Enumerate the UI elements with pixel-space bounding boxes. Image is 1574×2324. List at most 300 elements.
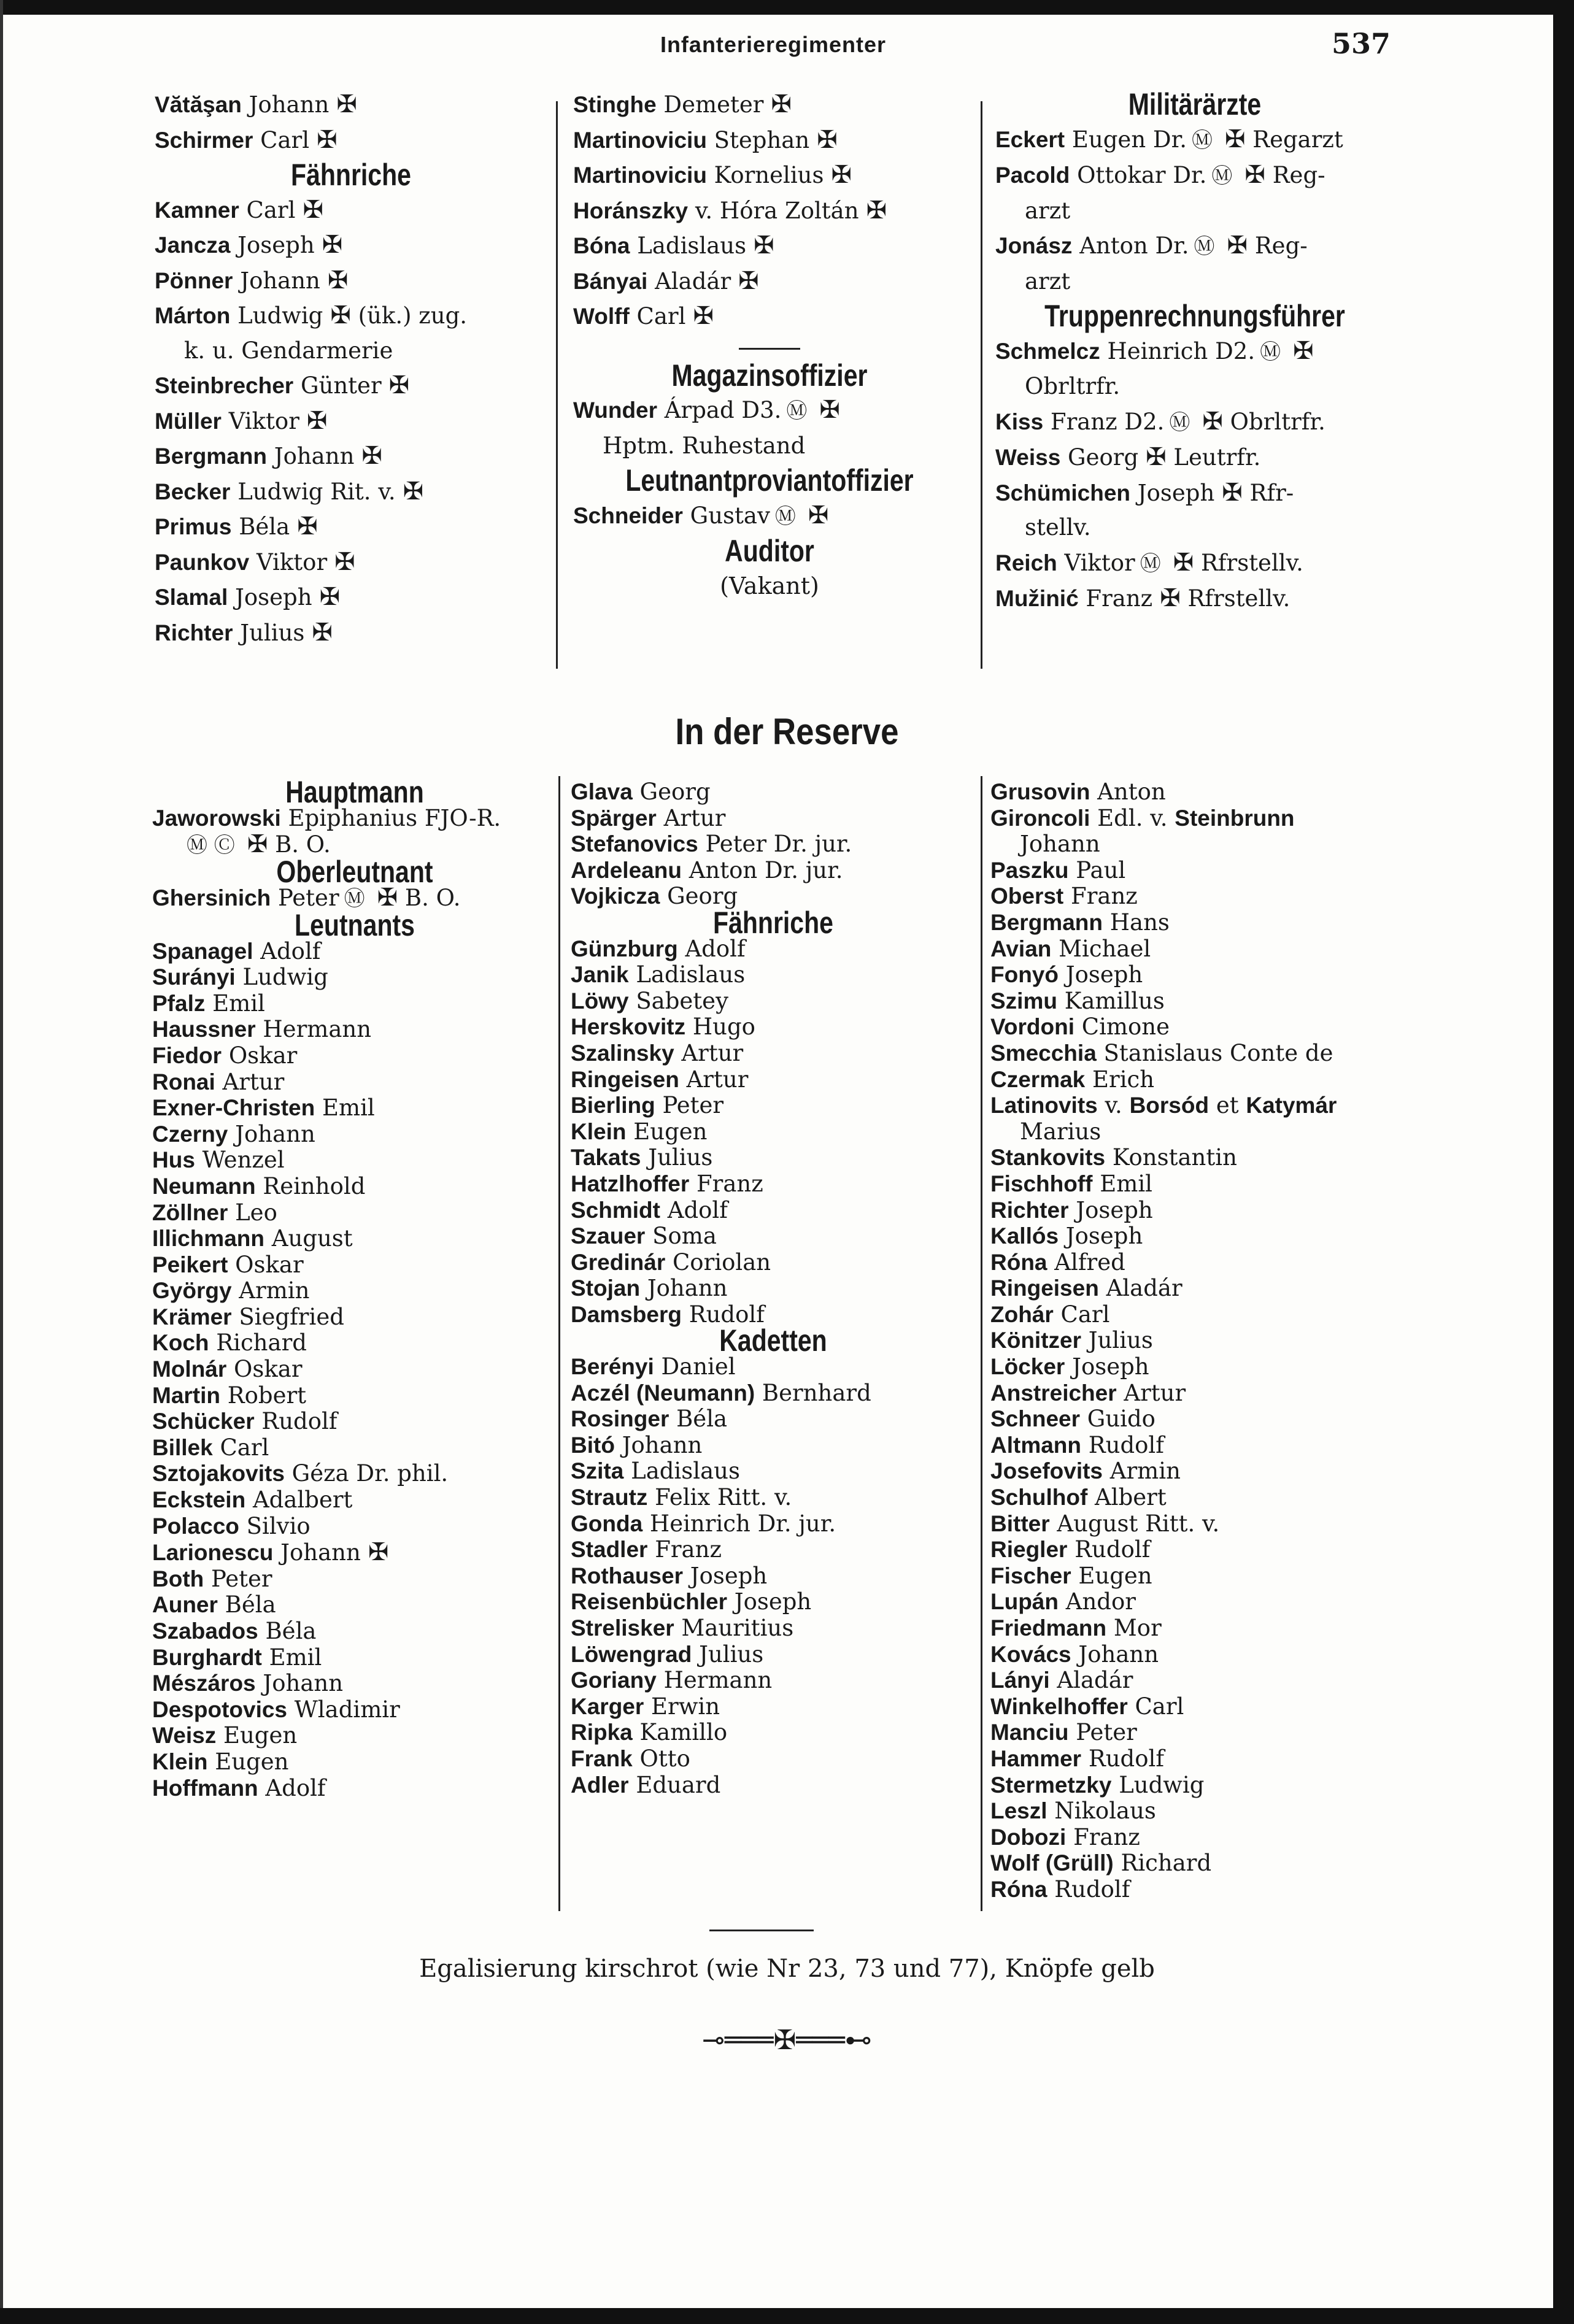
roster-entry: Becker Ludwig Rit. v. ✠ — [155, 474, 547, 510]
roster-entry: Glava Georg — [571, 779, 711, 805]
surname: Dobozi — [990, 1824, 1067, 1850]
cross-icon: ✠ — [1160, 584, 1181, 612]
cross-icon: ✠ — [771, 90, 792, 118]
roster-entry: Grusovin Anton — [990, 779, 1166, 805]
roster-entry: Despotovics Wladimir — [152, 1696, 400, 1723]
roster-entry-continuation: arzt — [1025, 267, 1071, 294]
officers-column-3 — [995, 87, 1394, 617]
surname: Oberst — [990, 883, 1064, 909]
surname: Schücker — [152, 1409, 255, 1434]
surname: Friedmann — [990, 1615, 1107, 1641]
roster-entry: Bergmann Hans — [990, 909, 1170, 936]
section-heading: Hauptmann — [285, 775, 424, 809]
cross-icon: ✠ — [334, 547, 355, 576]
cross-icon: ✠ — [319, 583, 341, 611]
roster-entry: Jaworowski Epiphanius FJO-R. — [152, 804, 501, 831]
roster-entry: Hoffmann Adolf — [152, 1774, 326, 1801]
surname: Bitter — [990, 1510, 1050, 1536]
cross-icon: ✠ — [330, 301, 351, 329]
roster-entry: Avian Michael — [990, 935, 1151, 962]
roster-entry-continuation: Johann — [1020, 831, 1100, 858]
roster-entry: Rosinger Béla — [571, 1406, 728, 1433]
footer-rule — [709, 1930, 814, 1931]
roster-entry: Larionescu Johann ✠ — [152, 1538, 389, 1567]
roster-entry: Hus Wenzel — [152, 1147, 285, 1174]
surname: Stojan — [571, 1276, 641, 1301]
roster-entry: Martinoviciu Kornelius ✠ — [573, 158, 966, 193]
surname: Löwy — [571, 988, 629, 1014]
roster-entry: Aczél (Neumann) Bernhard — [571, 1379, 871, 1406]
roster-entry: Illichmann August — [152, 1225, 353, 1252]
roster-entry: Martinoviciu Stephan ✠ — [573, 123, 966, 158]
roster-entry: Altmann Rudolf — [990, 1431, 1164, 1458]
surname: Müller — [155, 408, 222, 434]
scan-border-top — [0, 0, 1574, 15]
column-divider — [981, 101, 982, 669]
roster-entry: Eckert Eugen Dr. Ⓜ ✠ Regarzt — [995, 122, 1394, 158]
roster-entry: Dobozi Franz — [990, 1823, 1140, 1850]
roster-entry: Strautz Felix Ritt. v. — [571, 1484, 792, 1511]
surname: Löcker — [990, 1354, 1065, 1380]
surname: Rothauser — [571, 1563, 683, 1588]
surname: Mužinić — [995, 586, 1079, 611]
roster-entry: Surányi Ludwig — [152, 964, 328, 991]
roster-entry: Ronai Artur — [152, 1068, 285, 1095]
roster-entry: Bitter August Ritt. v. — [990, 1510, 1220, 1537]
cross-icon: ✠ — [247, 830, 268, 859]
surname: Bitó — [571, 1432, 615, 1458]
surname: Bierling — [571, 1093, 655, 1118]
surname: Vordoni — [990, 1014, 1075, 1040]
surname: Altmann — [990, 1432, 1081, 1458]
roster-entry: Adler Eduard — [571, 1771, 721, 1798]
surname: Eckstein — [152, 1487, 246, 1513]
surname: Bergmann — [155, 444, 267, 469]
roster-entry: Stankovits Konstantin — [990, 1144, 1237, 1171]
surname: Kallós — [990, 1223, 1059, 1249]
cross-icon: ✠ — [312, 618, 333, 647]
roster-entry: Czermak Erich — [990, 1066, 1155, 1093]
roster-entry: Spärger Artur — [571, 804, 726, 831]
surname: Kiss — [995, 409, 1044, 434]
surname: Fischer — [990, 1563, 1071, 1588]
scan-border-bottom — [0, 2308, 1574, 2324]
roster-entry: Klein Eugen — [571, 1118, 708, 1145]
surname: Sztojakovits — [152, 1461, 285, 1487]
roster-entry: Vojkicza Georg — [571, 883, 738, 910]
roster-entry: Janik Ladislaus — [571, 961, 746, 988]
roster-entry: Friedmann Mor — [990, 1615, 1162, 1641]
surname: Czerny — [152, 1121, 228, 1147]
surname: Koch — [152, 1330, 209, 1356]
roster-entry: Riegler Rudolf — [990, 1536, 1151, 1563]
surname: Despotovics — [152, 1696, 288, 1722]
roster-entry: Burghardt Emil — [152, 1644, 322, 1671]
roster-entry-continuation: Ⓜ Ⓒ ✠ B. O. — [187, 830, 331, 859]
surname: Hus — [152, 1147, 195, 1173]
surname: Lányi — [990, 1668, 1050, 1693]
roster-entry: Szauer Soma — [571, 1223, 717, 1250]
surname: Strautz — [571, 1485, 648, 1510]
medal-icon: Ⓜ — [786, 399, 808, 423]
page-number: 537 — [1332, 27, 1391, 60]
surname: Bergmann — [990, 909, 1103, 935]
surname: Szabados — [152, 1618, 258, 1644]
surname: Krämer — [152, 1304, 232, 1329]
surname: Zohár — [990, 1301, 1054, 1327]
surname: Slamal — [155, 585, 228, 610]
surname: Stermetzky — [990, 1772, 1112, 1798]
surname-part: Katymár — [1246, 1093, 1337, 1118]
roster-entry: Müller Viktor ✠ — [155, 404, 547, 439]
roster-entry: Löcker Joseph — [990, 1353, 1149, 1380]
cross-icon: ✠ — [693, 302, 714, 330]
surname: Aczél (Neumann) — [571, 1380, 755, 1406]
roster-entry: Wolf (Grüll) Richard — [990, 1850, 1212, 1877]
roster-entry: Ghersinich Peter Ⓜ ✠ B. O. — [152, 883, 461, 912]
roster-entry: Takats Julius — [571, 1144, 713, 1171]
roster-entry: Peikert Oskar — [152, 1251, 304, 1278]
surname: Ringeisen — [990, 1276, 1099, 1301]
surname: Schirmer — [155, 127, 253, 153]
surname: Adler — [571, 1772, 629, 1798]
cross-icon: ✠ — [327, 266, 349, 294]
cross-icon: ✠ — [866, 196, 887, 225]
surname: Szalinsky — [571, 1040, 674, 1066]
roster-entry: Schücker Rudolf — [152, 1408, 338, 1435]
surname: Pacold — [995, 163, 1070, 188]
roster-entry: Leszl Nikolaus — [990, 1798, 1156, 1825]
roster-entry: Krämer Siegfried — [152, 1303, 344, 1330]
surname: Hatzlhoffer — [571, 1171, 690, 1196]
column-divider — [981, 776, 982, 1911]
surname: György — [152, 1278, 232, 1304]
surname: Haussner — [152, 1017, 256, 1042]
surname: Mészáros — [152, 1671, 256, 1696]
medal-icon: Ⓜ — [1169, 410, 1190, 435]
surname: Pfalz — [152, 990, 206, 1016]
surname: Schümichen — [995, 480, 1130, 506]
surname: Schulhof — [990, 1485, 1088, 1510]
surname: Winkelhoffer — [990, 1693, 1128, 1719]
cross-icon: ✠ — [1202, 407, 1223, 436]
surname: Klein — [152, 1749, 208, 1774]
medal-icon: Ⓜ — [774, 504, 796, 529]
roster-entry: Richter Joseph — [990, 1196, 1153, 1223]
roster-entry: Ringeisen Artur — [571, 1066, 749, 1093]
roster-entry: Spanagel Adolf — [152, 937, 321, 964]
surname: Manciu — [990, 1720, 1069, 1745]
roster-entry: Josefovits Armin — [990, 1458, 1181, 1485]
roster-entry-continuation: stellv. — [1025, 514, 1091, 541]
roster-entry: Jancza Joseph ✠ — [155, 228, 547, 263]
section-heading: Truppenrechnungsführer — [1044, 299, 1345, 333]
roster-entry: Zohár Carl — [990, 1301, 1110, 1328]
roster-entry: Pönner Johann ✠ — [155, 263, 547, 299]
surname: Glava — [571, 779, 633, 804]
roster-entry: Róna Rudolf — [990, 1876, 1130, 1903]
medal-icon: Ⓜ — [1194, 234, 1215, 259]
surname: Kamner — [155, 197, 239, 223]
roster-entry: Paunkov Viktor ✠ — [155, 545, 547, 580]
roster-entry: Stinghe Demeter ✠ — [573, 87, 966, 123]
surname: Fonyó — [990, 962, 1059, 988]
surname: Zöllner — [152, 1199, 228, 1225]
section-heading: Kadetten — [719, 1323, 827, 1358]
surname: Latinovits — [990, 1093, 1098, 1118]
roster-entry: Haussner Hermann — [152, 1016, 372, 1043]
surname: Larionescu — [152, 1540, 274, 1566]
roster-entry: Koch Richard — [152, 1329, 307, 1356]
surname: Spärger — [571, 805, 657, 831]
roster-entry: Oberst Franz — [990, 883, 1138, 910]
section-heading: Auditor — [725, 534, 814, 568]
surname: Stinghe — [573, 92, 657, 117]
roster-entry: Ringeisen Aladár — [990, 1275, 1182, 1302]
roster-entry: Schmidt Adolf — [571, 1196, 728, 1223]
column-divider — [558, 776, 560, 1911]
medal-icon: Ⓜ — [1211, 164, 1233, 188]
surname: Jancza — [155, 233, 231, 258]
roster-entry: Sztojakovits Géza Dr. phil. — [152, 1460, 449, 1487]
cross-icon: ✠ — [368, 1538, 389, 1567]
surname: Könitzer — [990, 1328, 1081, 1353]
surname: Fischhoff — [990, 1171, 1093, 1196]
surname: Gironcoli — [990, 805, 1090, 831]
cross-icon: ✠ — [817, 125, 838, 154]
surname: Lupán — [990, 1589, 1059, 1615]
roster-entry-continuation: Marius — [1020, 1118, 1101, 1145]
roster-entry: Polacco Silvio — [152, 1512, 311, 1539]
cross-icon: ✠ — [297, 512, 318, 541]
roster-entry: Jonász Anton Dr. Ⓜ ✠ Reg- — [995, 228, 1394, 264]
cross-icon: ✠ — [336, 90, 357, 118]
cross-icon: ✠ — [361, 442, 382, 470]
roster-entry: Latinovits v. Borsód et Katymár — [990, 1092, 1337, 1119]
surname: Hoffmann — [152, 1775, 258, 1801]
roster-entry: Schümichen Joseph ✠ Rfr- — [995, 475, 1394, 511]
section-heading: Fähnriche — [291, 158, 411, 192]
roster-entry: Kovács Johann — [990, 1641, 1159, 1668]
surname: Goriany — [571, 1668, 657, 1693]
column-divider — [556, 101, 558, 669]
surname: Róna — [990, 1876, 1047, 1902]
reserve-heading: In der Reserve — [675, 711, 899, 752]
roster-entry: Neumann Reinhold — [152, 1172, 366, 1199]
roster-entry: Márton Ludwig ✠ (ük.) zug. — [155, 298, 547, 334]
surname: Gonda — [571, 1510, 643, 1536]
roster-entry: Ardeleanu Anton Dr. jur. — [571, 856, 843, 883]
cross-icon: ✠ — [317, 125, 338, 154]
roster-entry: Bányai Aladár ✠ — [573, 264, 966, 299]
section-heading: Magazinsoffizier — [671, 358, 868, 393]
cross-icon: ✠ — [388, 371, 410, 399]
section-heading: Oberleutnant — [276, 854, 433, 889]
roster-entry: Löwengrad Julius — [571, 1641, 764, 1668]
roster-entry-continuation: Obrltrfr. — [1025, 373, 1121, 399]
roster-entry: Winkelhoffer Carl — [990, 1693, 1184, 1720]
cross-icon: ✠ — [1293, 336, 1314, 365]
roster-entry: Reich Viktor Ⓜ ✠ Rfrstellv. — [995, 545, 1394, 582]
roster-entry: Steinbrecher Günter ✠ — [155, 368, 547, 404]
surname: Riegler — [990, 1537, 1068, 1563]
roster-entry: Hatzlhoffer Franz — [571, 1170, 763, 1197]
roster-entry: Zöllner Leo — [152, 1199, 277, 1226]
surname: Takats — [571, 1145, 641, 1171]
reserve-column-2 — [571, 779, 976, 1798]
roster-entry: Pfalz Emil — [152, 990, 265, 1017]
surname: Szita — [571, 1458, 624, 1484]
roster-entry: Kamner Carl ✠ — [155, 193, 547, 228]
surname: Becker — [155, 479, 231, 504]
surname: Ronai — [152, 1069, 215, 1095]
cross-icon: ✠ — [403, 477, 424, 506]
surname: Anstreicher — [990, 1380, 1117, 1406]
roster-entry: Bierling Peter — [571, 1092, 724, 1119]
surname: Martinoviciu — [573, 127, 707, 153]
surname: Damsberg — [571, 1301, 682, 1327]
surname: Bóna — [573, 233, 630, 258]
surname: Vătăşan — [155, 92, 242, 117]
roster-entry: Wolff Carl ✠ — [573, 299, 966, 334]
surname: Wolff — [573, 304, 630, 329]
roster-entry: Richter Julius ✠ — [155, 615, 547, 651]
section-heading: Militärärzte — [1128, 87, 1262, 121]
surname: Róna — [990, 1249, 1047, 1275]
surname: Vojkicza — [571, 883, 660, 909]
surname: Steinbrecher — [155, 373, 294, 398]
surname: Günzburg — [571, 936, 678, 961]
surname: Reich — [995, 550, 1057, 575]
cross-icon: ✠ — [303, 195, 323, 224]
cross-icon: ✠ — [1173, 548, 1194, 577]
surname: Eckert — [995, 126, 1065, 152]
roster-entry: Kiss Franz D2. Ⓜ ✠ Obrltrfr. — [995, 404, 1394, 441]
surname: Avian — [990, 936, 1052, 961]
roster-entry: Fischer Eugen — [990, 1562, 1152, 1589]
surname: Auner — [152, 1592, 218, 1618]
surname-part: Steinbrunn — [1175, 805, 1295, 831]
surname: Josefovits — [990, 1458, 1103, 1484]
roster-entry: Szita Ladislaus — [571, 1458, 740, 1485]
roster-entry-continuation: k. u. Gendarmerie — [184, 337, 393, 364]
surname: Richter — [155, 620, 233, 645]
surname: Horánszky — [573, 198, 689, 223]
surname: Czermak — [990, 1066, 1086, 1092]
roster-entry: Klein Eugen — [152, 1748, 289, 1775]
roster-entry: Mužinić Franz ✠ Rfrstellv. — [995, 581, 1394, 617]
uniform-note: Egalisierung kirschrot (wie Nr 23, 73 und 77), Knöpfe gelb — [419, 1955, 1155, 1983]
surname: Ghersinich — [152, 885, 271, 911]
surname: Martinoviciu — [573, 163, 707, 188]
roster-entry: Bitó Johann — [571, 1431, 703, 1458]
surname: Schmidt — [571, 1197, 660, 1223]
roster-entry: Bergmann Johann ✠ — [155, 439, 547, 474]
surname: Richter — [990, 1197, 1069, 1223]
roster-entry: Berényi Daniel — [571, 1353, 736, 1380]
surname: Strelisker — [571, 1615, 674, 1641]
surname: Hammer — [990, 1745, 1082, 1771]
medal-icon: Ⓜ Ⓒ — [187, 833, 235, 858]
surname: Weisz — [152, 1723, 217, 1749]
surname-part: Borsód — [1129, 1093, 1209, 1118]
roster-entry: Gredinár Coriolan — [571, 1249, 771, 1276]
surname: Reisenbüchler — [571, 1589, 727, 1615]
surname: Karger — [571, 1693, 644, 1719]
roster-entry: Fischhoff Emil — [990, 1170, 1153, 1197]
surname: Rosinger — [571, 1406, 669, 1432]
roster-entry: Czerny Johann — [152, 1120, 315, 1147]
surname: Smecchia — [990, 1040, 1097, 1066]
roster-entry: Wunder Árpad D3. Ⓜ ✠ — [573, 393, 966, 429]
cross-icon: ✠ — [306, 406, 328, 435]
roster-entry: Vordoni Cimone — [990, 1014, 1170, 1041]
cross-icon: ✠ — [1224, 125, 1246, 153]
surname: Surányi — [152, 964, 236, 990]
surname: Billek — [152, 1434, 213, 1460]
roster-entry: Schirmer Carl ✠ — [155, 123, 547, 158]
roster-entry-continuation: arzt — [1025, 197, 1071, 224]
surname: Berényi — [571, 1354, 654, 1380]
surname: Kovács — [990, 1641, 1071, 1667]
roster-entry: Stermetzky Ludwig — [990, 1771, 1205, 1798]
roster-entry: Hammer Rudolf — [990, 1745, 1165, 1772]
roster-entry: Primus Béla ✠ — [155, 509, 547, 545]
surname: Polacco — [152, 1513, 239, 1539]
roster-entry: Herskovitz Hugo — [571, 1014, 755, 1041]
surname: Burghardt — [152, 1644, 262, 1670]
cross-icon: ✠ — [1227, 231, 1248, 260]
roster-entry: Lányi Aladár — [990, 1667, 1133, 1694]
surname: Illichmann — [152, 1226, 264, 1252]
surname: Schmelcz — [995, 338, 1100, 364]
officers-column-1 — [155, 87, 547, 650]
reserve-column-3 — [990, 779, 1408, 1903]
surname: Klein — [571, 1118, 627, 1144]
roster-entry: Günzburg Adolf — [571, 935, 746, 962]
roster-entry: Stadler Franz — [571, 1536, 722, 1563]
roster-entry: Eckstein Adalbert — [152, 1487, 353, 1514]
roster-entry: Ripka Kamillo — [571, 1719, 728, 1746]
medal-icon: Ⓜ — [1191, 128, 1213, 153]
surname: Herskovitz — [571, 1014, 686, 1040]
roster-entry: Róna Alfred — [990, 1249, 1125, 1276]
roster-entry: Goriany Hermann — [571, 1667, 773, 1694]
roster-entry: Lupán Andor — [990, 1588, 1136, 1615]
roster-entry: Manciu Peter — [990, 1719, 1137, 1746]
roster-entry: Szimu Kamillus — [990, 987, 1165, 1014]
surname: Stankovits — [990, 1145, 1106, 1171]
cross-icon: ✠ — [819, 396, 840, 424]
roster-entry: Rothauser Joseph — [571, 1562, 768, 1589]
surname: Both — [152, 1566, 204, 1591]
surname: Martin — [152, 1382, 220, 1408]
officers-column-2 — [573, 87, 966, 603]
surname: Wunder — [573, 398, 658, 423]
roster-entry: Karger Erwin — [571, 1693, 720, 1720]
roster-entry: Paszku Paul — [990, 856, 1126, 883]
surname: Jonász — [995, 233, 1073, 258]
roster-entry: Both Peter — [152, 1565, 272, 1592]
surname: Paszku — [990, 857, 1069, 883]
surname: Schneider — [573, 502, 683, 528]
surname: Fiedor — [152, 1042, 222, 1068]
cross-icon: ✠ — [1146, 443, 1167, 471]
roster-entry: Szabados Béla — [152, 1618, 317, 1644]
surname: Grusovin — [990, 779, 1090, 804]
cross-icon: ✠ — [738, 266, 759, 295]
cross-icon: ✠ — [831, 161, 852, 189]
